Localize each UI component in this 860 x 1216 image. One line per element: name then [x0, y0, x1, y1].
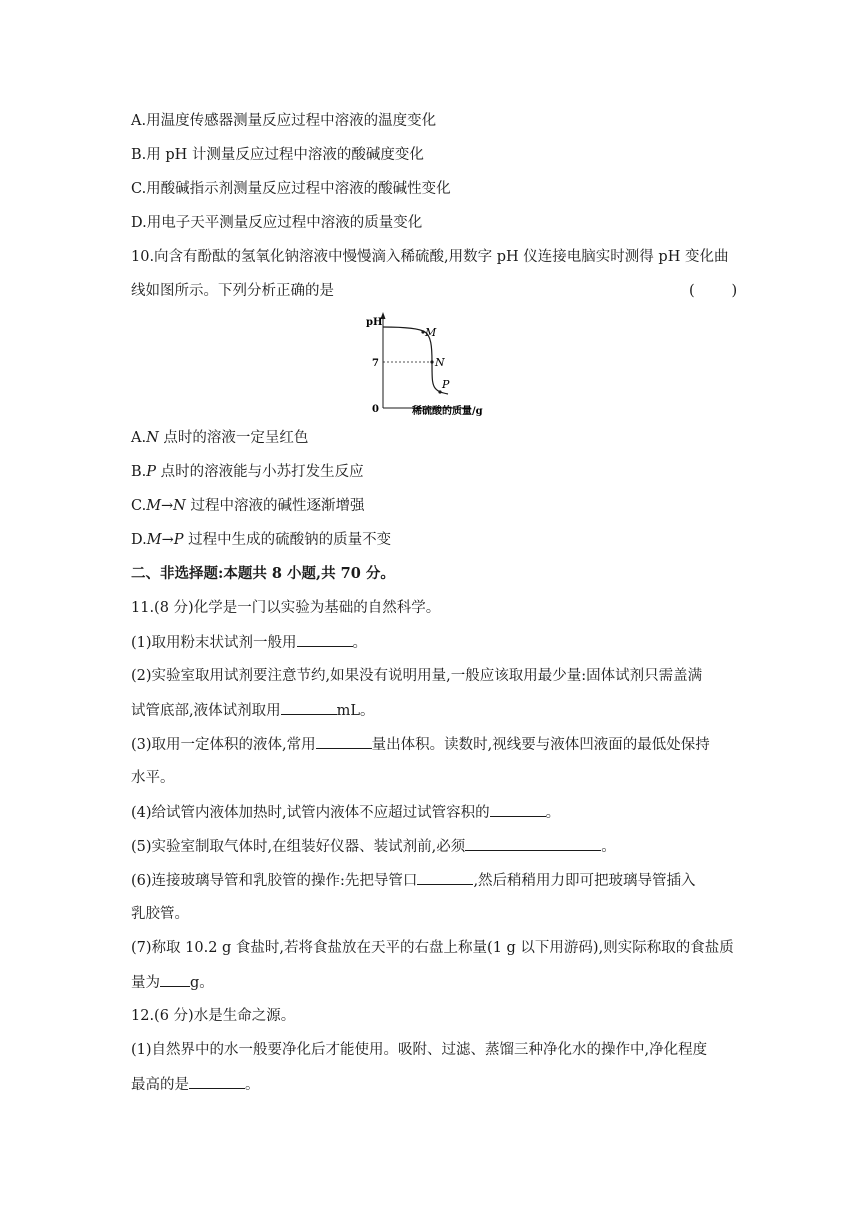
- origin-label: 0: [372, 404, 379, 415]
- q10-option-c: C.M→N 过程中溶液的碱性逐渐增强: [131, 498, 365, 514]
- q11-part2-line2: 试管底部,液体试剂取用 mL。: [131, 700, 375, 721]
- q11-part5: (5)实验室制取气体时,在组装好仪器、装试剂前,必须 。: [131, 836, 616, 857]
- q10-stem-line2: 线如图所示。下列分析正确的是: [131, 283, 334, 299]
- q10-option-d: D.M→P 过程中生成的硫酸钠的质量不变: [131, 532, 392, 548]
- q11-part6-line2: 乳胶管。: [131, 906, 189, 922]
- q11-part2-line1: (2)实验室取用试剂要注意节约,如果没有说明用量,一般应该取用最少量:固体试剂只需盖满: [131, 668, 703, 684]
- q11-part6-line1: (6)连接玻璃导管和乳胶管的操作:先把导管口 ,然后稍稍用力即可把玻璃导管插入: [131, 870, 696, 891]
- y-tick-label-7: 7: [372, 358, 379, 369]
- point-n-marker: [430, 360, 433, 363]
- q11-part3-line1: (3)取用一定体积的液体,常用 量出体积。读数时,视线要与液体凹液面的最低处保持: [131, 734, 710, 755]
- point-p-label: P: [442, 378, 450, 391]
- q11-part7-line2: 量为 g。: [131, 972, 214, 993]
- answer-blank[interactable]: [297, 632, 353, 647]
- q11-part3-line2: 水平。: [131, 770, 175, 786]
- q10-stem-line1: 10.向含有酚酞的氢氧化钠溶液中慢慢滴入稀硫酸,用数字 pH 仪连接电脑实时测得 pH 变化曲: [131, 249, 729, 265]
- q10-option-b: B.P 点时的溶液能与小苏打发生反应: [131, 464, 364, 480]
- answer-blank[interactable]: [316, 734, 372, 749]
- q11-part7-line1: (7)称取 10.2 g 食盐时,若将食盐放在天平的右盘上称量(1 g 以下用游码),则实际称取的食盐质: [131, 940, 734, 956]
- q11-part4: (4)给试管内液体加热时,试管内液体不应超过试管容积的 。: [131, 802, 560, 823]
- q9-option-c: C.用酸碱指示剂测量反应过程中溶液的酸碱性变化: [131, 181, 451, 197]
- q10-option-a: A.N 点时的溶液一定呈红色: [131, 430, 309, 446]
- x-axis-label: 稀硫酸的质量/g: [412, 406, 483, 416]
- q12-part1-line2: 最高的是 。: [131, 1074, 260, 1095]
- point-m-label: M: [425, 326, 437, 339]
- answer-blank[interactable]: [281, 700, 337, 715]
- q9-option-d: D.用电子天平测量反应过程中溶液的质量变化: [131, 215, 423, 231]
- answer-blank[interactable]: [160, 972, 190, 987]
- point-n-label: N: [435, 356, 445, 369]
- q11-stem: 11.(8 分)化学是一门以实验为基础的自然科学。: [131, 600, 441, 616]
- answer-blank[interactable]: [465, 836, 601, 851]
- answer-blank[interactable]: [417, 870, 473, 885]
- answer-blank[interactable]: [189, 1074, 245, 1089]
- q12-stem: 12.(6 分)水是生命之源。: [131, 1008, 296, 1024]
- y-axis-label: pH: [366, 317, 383, 328]
- q11-part1: (1)取用粉末状试剂一般用 。: [131, 632, 367, 653]
- q9-option-a: A.用温度传感器测量反应过程中溶液的温度变化: [131, 113, 437, 129]
- answer-blank[interactable]: [490, 802, 546, 817]
- section2-header: 二、非选择题:本题共 8 小题,共 70 分。: [131, 565, 395, 582]
- q9-option-b: B.用 pH 计测量反应过程中溶液的酸碱度变化: [131, 147, 424, 163]
- q10-answer-bracket: ( ): [689, 283, 738, 299]
- q12-part1-line1: (1)自然界中的水一般要净化后才能使用。吸附、过滤、蒸馏三种净化水的操作中,净化程度: [131, 1042, 708, 1058]
- ph-curve-chart: [355, 308, 485, 416]
